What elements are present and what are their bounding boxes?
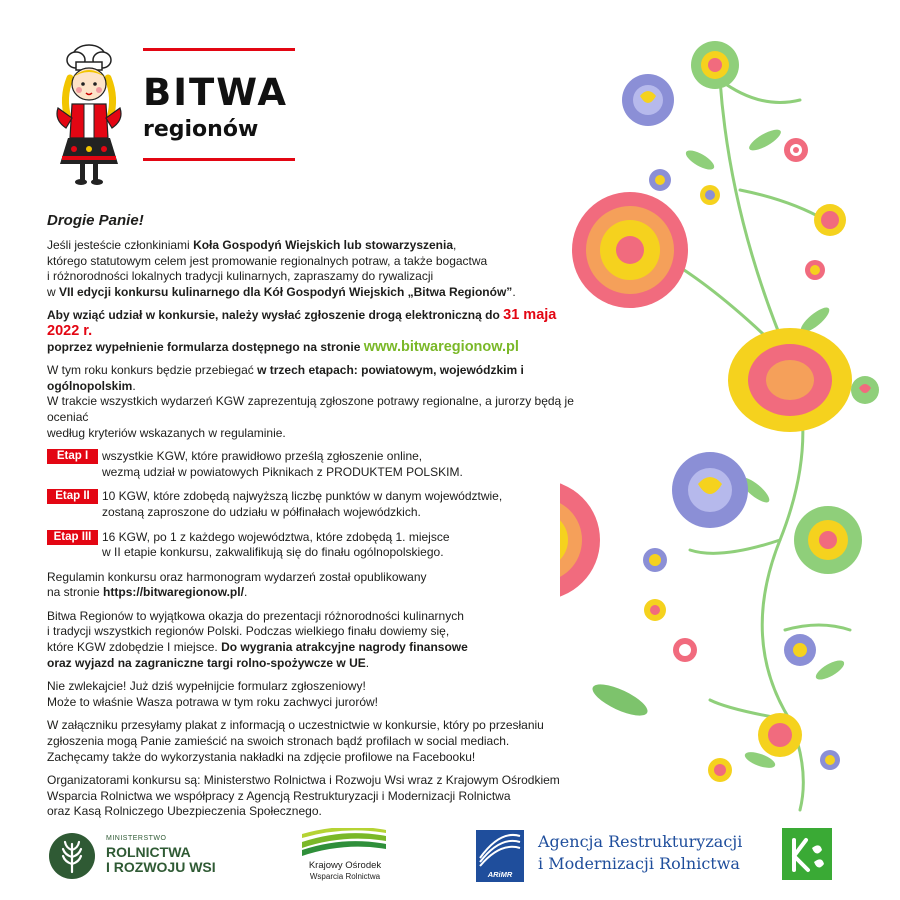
organizers-line: oraz Kasą Rolniczego Ubezpieczenia Społecznego. — [47, 804, 322, 819]
stage-badge: Etap II — [47, 489, 98, 504]
about-text: które KGW zdobędzie I miejsce. — [47, 640, 222, 655]
attachment-line: W załączniku przesyłamy plakat z informacją o uczestnictwie w konkursie, który po przesłaniu — [47, 718, 544, 733]
attachment-line: Zachęcamy także do wykorzystania nakładki na zdjęcie profilowe na Facebooku! — [47, 749, 476, 764]
stages-text: W tym roku konkurs będzie przebiegać — [47, 363, 258, 378]
encourage-line: Może to właśnie Wasza potrawa w tym roku zachwyci jurorów! — [47, 694, 378, 709]
stages-line: W trakcie wszystkich wydarzeń KGW zaprezentują zgłoszone potrawy regionalne, a jurorzy będą je oceniać — [47, 394, 574, 424]
intro-paragraph — [47, 238, 587, 300]
regulations-text: . — [243, 585, 248, 600]
kowr-logo — [300, 828, 390, 886]
arimr-line1: Agencja Restrukturyzacji — [538, 832, 743, 851]
about-line: i tradycji wszystkich regionów Polski. Podczas wielkiego finału dowiemy się, — [47, 624, 450, 639]
logo-subtitle: regionów — [143, 117, 259, 142]
kowr-line2: Wsparcia Rolnictwa — [309, 872, 381, 881]
attachment-line: zgłoszenia mogą Panie zamieścić na swoich stronach bądź profilach w social mediach. — [47, 734, 510, 749]
stage-badge: Etap III — [47, 530, 98, 545]
folk-flower-icon — [560, 20, 890, 820]
krus-leaf-icon — [782, 828, 832, 880]
intro-bold: Koła Gospodyń Wiejskich lub stowarzyszenia — [193, 238, 454, 252]
ministry-line1: ROLNICTWA — [106, 844, 191, 860]
stages-line: według kryteriów wskazanych w regulaminie. — [47, 425, 286, 440]
regulations-paragraph — [47, 570, 587, 601]
wheat-icon — [48, 832, 96, 880]
stages-text: . — [132, 378, 136, 393]
stages-intro-paragraph — [47, 363, 587, 441]
stage-item-3 — [47, 530, 587, 561]
stage-line: 10 KGW, które zdobędą najwyższą liczbę punktów w danym województwie, — [102, 489, 503, 504]
intro-bold: VII edycji konkursu kulinarnego dla Kół Gospodyń Wiejskich „Bitwa Regionów” — [59, 284, 513, 299]
encourage-line: Nie zwlekajcie! Już dziś wypełnijcie formularz zgłoszeniowy! — [47, 679, 366, 694]
intro-text: , — [453, 238, 457, 252]
stage-badge: Etap I — [47, 449, 98, 464]
stage-item-1 — [47, 449, 587, 480]
stage-line: wezmą udział w powiatowych Piknikach z PRODUKTEM POLSKIM. — [102, 464, 463, 479]
bitwa-regionow-logo — [40, 38, 300, 188]
regulations-text: na stronie — [47, 585, 104, 600]
intro-line: którego statutowym celem jest promowanie regionalnych potraw, a także bogactwa — [47, 253, 488, 268]
about-line: Bitwa Regionów to wyjątkowa okazja do prezentacji różnorodności kulinarnych — [47, 608, 464, 623]
letter-content — [47, 212, 587, 828]
organizers-line: Wsparcia Rolnictwa we współpracy z Agencją Restrukturyzacji i Modernizacji Rolnictwa — [47, 788, 511, 803]
arimr-mark — [476, 830, 524, 882]
intro-text: Jeśli jesteście członkiniami — [47, 238, 194, 252]
arimr-logo — [476, 830, 743, 882]
regulations-link[interactable]: https://bitwaregionow.pl/ — [103, 585, 244, 600]
ministry-line2: I ROZWOJU WSI — [106, 859, 216, 875]
mascot-girl-icon — [48, 38, 130, 188]
ministry-logo — [48, 832, 228, 882]
deadline-date: 31 maja 2022 r. — [47, 307, 557, 339]
ministry-small-label: MINISTERSTWO — [106, 835, 167, 842]
kowr-line1: Krajowy Ośrodek — [308, 860, 382, 871]
cta-paragraph — [47, 308, 587, 355]
field-stripes-icon — [476, 832, 524, 868]
about-paragraph — [47, 609, 587, 671]
intro-text: . — [512, 284, 516, 299]
partner-logos — [0, 820, 900, 900]
intro-text: w — [47, 284, 59, 299]
logo-title: BITWA — [143, 71, 288, 114]
about-bold: oraz wyjazd na zagraniczne targi rolno-spożywcze w UE — [47, 655, 366, 670]
stage-line: 16 KGW, po 1 z każdego województwa, które zdobędą 1. miejsce — [102, 529, 450, 544]
greeting: Drogie Panie! — [47, 212, 144, 229]
attachment-paragraph — [47, 718, 587, 765]
field-stripes-icon — [302, 828, 386, 858]
intro-line: i różnorodności lokalnych tradycji kulinarnych, zapraszamy do rywalizacji — [47, 269, 434, 284]
regulations-line: Regulamin konkursu oraz harmonogram wydarzeń został opublikowany — [47, 569, 427, 584]
about-bold: Do wygrania atrakcyjne nagrody finansowe — [221, 640, 468, 655]
cta-text: Aby wziąć udział w konkursie, należy wysłać zgłoszenie drogą elektroniczną do — [47, 308, 504, 323]
stages-bold: w trzech etapach: powiatowym, wojewódzkim i ogólnopolskim — [47, 363, 524, 393]
arimr-line2: i Modernizacji Rolnictwa — [538, 854, 740, 873]
krus-logo — [782, 828, 832, 880]
website-link[interactable]: www.bitwaregionow.pl — [363, 338, 519, 355]
logo-bottom-rule — [143, 158, 295, 161]
logo-top-rule — [143, 48, 295, 51]
encourage-paragraph — [47, 679, 587, 710]
arimr-mark-text: ARiMR — [487, 870, 513, 879]
stage-line: zostaną zaproszone do udziału w półfinałach wojewódzkich. — [102, 504, 421, 519]
stage-line: wszystkie KGW, które prawidłowo prześlą zgłoszenie online, — [102, 449, 423, 464]
stage-line: w II etapie konkursu, zakwalifikują się do finału ogólnopolskiego. — [102, 545, 444, 560]
cta-text: poprzez wypełnienie formularza dostępnego na stronie — [47, 339, 364, 354]
organizers-paragraph — [47, 773, 587, 820]
about-text: . — [365, 655, 370, 670]
organizers-line: Organizatorami konkursu są: Ministerstwo Rolnictwa i Rozwoju Wsi wraz z Krajowym Ośrodkiem — [47, 773, 560, 788]
stage-item-2 — [47, 489, 587, 520]
